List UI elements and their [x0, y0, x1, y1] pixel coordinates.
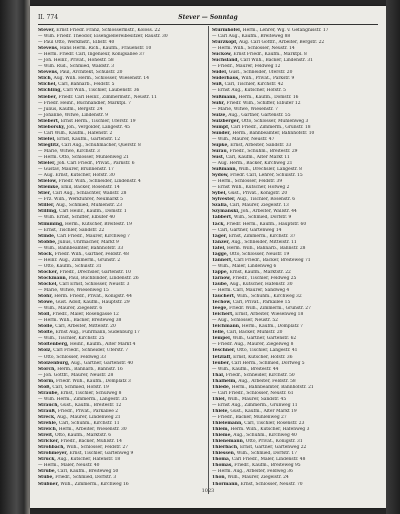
entry-name: Tauchert,: [212, 294, 236, 300]
directory-entry: [212, 482, 378, 488]
entry-text: Ernst, Arbeiter, Wiesenweg 18: [235, 312, 304, 318]
entry-text: — Paul Otto, Werkmstr., Elbstr. 40: [38, 40, 115, 46]
entry-name: Surau,: [212, 148, 229, 154]
entry-name: Stielow,: [38, 179, 58, 185]
entry-text: Wilh., Schmied, Dorfstr. 9: [233, 215, 292, 221]
entry-text: — Otto, Kaufm., Schulstr. 31: [38, 263, 102, 269]
entry-text: Friedr. Carl, Lehrer, Schulstr. 15: [230, 173, 303, 179]
entry-name: Thielemann,: [212, 421, 243, 427]
entry-name: Thormann,: [212, 481, 240, 487]
entry-name: Telle,: [212, 330, 226, 336]
entry-text: Carl Friedr., Schneider, Uferstr. 7: [53, 348, 129, 354]
entry-name: Stimming,: [38, 221, 64, 227]
entry-text: Friedr. Herm., Kaufm., Hauptstr. 60: [226, 221, 307, 227]
entry-text: — Johanne, Witwe, Lindenstr. 9: [38, 112, 109, 118]
entry-name: Teichert,: [212, 312, 234, 318]
entry-name: Stock,: [38, 251, 54, 257]
entry-name: Thiessen,: [212, 451, 236, 457]
entry-text: Ernst, Zimmerm., Kirchstr. 37: [228, 233, 296, 239]
entry-name: Sumpf,: [212, 124, 230, 130]
entry-text: Aug., Schmied, Mühlenstr. 23: [55, 203, 122, 209]
entry-text: — Herm. Wilh., Schlosser, Neustr. 14: [212, 46, 295, 52]
entry-text: — Friedr., Maurer, Feldweg 12: [212, 64, 281, 70]
entry-text: Herm., Arbeiter, Wiesenstr. 30: [58, 427, 127, 433]
entry-text: Herm., Bahnarb., Bahnstr. 16: [57, 366, 123, 372]
directory-entry: [38, 482, 204, 488]
entry-text: Carl Herm., Schmied, Dorfweg 5: [231, 360, 305, 366]
entry-text: Herm., Kaufm., Domplatz 7: [241, 324, 303, 330]
entry-name: Thoma,: [212, 457, 231, 463]
entry-text: Herm. Wilh., Bahnarb., Bahnstr. 28: [226, 245, 306, 251]
entry-name: Strohmeyer,: [38, 451, 68, 457]
entry-text: Gust., Privat., Königstr. 20: [228, 191, 288, 197]
entry-text: — Wilh., Maurer, Ziegelstr. 6: [38, 306, 103, 312]
entry-text: Friedr., Schmied, Dorfstr. 3: [55, 475, 117, 481]
entry-text: — Heinr. Aug., Zimmerm., Grünstr. 2: [38, 257, 121, 263]
entry-name: Thiem,: [212, 427, 230, 433]
entry-name: Sturzkopf,: [212, 40, 238, 46]
entry-name: Stoltenberg,: [38, 342, 69, 348]
entry-text: Ernst, Tischler, Gartenweg 9: [69, 451, 134, 457]
entry-text: Friedr., Drechsler, Gartenstr. 10: [59, 269, 131, 275]
entry-name: Stobbe,: [38, 239, 57, 245]
entry-text: — Wilh., Kaufm., Breitestr. 44: [212, 366, 279, 372]
entry-text: Otto, Tischler, Langestr. 41: [236, 348, 298, 354]
entry-text: — Friedr. Aug., Maurer, Ziegelweg 8: [212, 342, 294, 348]
running-head: Stever — Sonntag: [178, 14, 238, 21]
entry-name: Tagge,: [212, 251, 229, 257]
entry-text: — Gustav, Maurer, Brunnenstr. 17: [38, 167, 114, 173]
entry-text: Carl, Kaufm., Alter Markt 11: [225, 154, 290, 160]
entry-name: Thomas,: [212, 463, 233, 469]
entry-text: Aug., Schneider, Mittelstr. 11: [231, 239, 297, 245]
footer-page-number: 1023: [201, 488, 215, 494]
entry-name: Stöhr,: [38, 294, 53, 300]
entry-name: Sylvester,: [212, 197, 236, 203]
entry-name: Streich,: [38, 427, 58, 433]
entry-text: — Herm., Schlosser, Feldstr. 39: [212, 179, 283, 185]
entry-text: — Herm. Friedr. Carl, Ingenieur, Königsallee 37: [38, 52, 145, 58]
entry-text: Carl, Bahnarb., Feldstr. 5: [58, 82, 115, 88]
entry-text: Friedr., Tischler, Feldweg 25: [232, 275, 297, 281]
header-page-number: II. 774: [38, 14, 59, 21]
entry-text: — Herm., Maler, Neustr. 40: [38, 463, 100, 469]
entry-text: Carl, Schuhm., Kirchstr. 11: [58, 421, 120, 427]
entry-text: — Joh. Gottfr., Maurer, Neustr. 28: [38, 372, 114, 378]
entry-text: — Ernst Wilh., Kutscher, Hofweg 2: [212, 185, 290, 191]
entry-name: Stoß,: [38, 384, 51, 390]
entry-text: Friedr., Schneider, Kirchstr. 50: [225, 372, 295, 378]
entry-name: Stiller,: [38, 203, 55, 209]
entry-name: Stevens,: [38, 46, 59, 52]
entry-name: Sunder,: [212, 130, 231, 136]
entry-text: Ernst, Schlosser, Neustr. 70: [240, 481, 303, 487]
entry-text: Ernst, Kaufm., Gartenstr. 12: [56, 136, 121, 142]
entry-text: Carl, Schmied, Hofstr. 19: [52, 384, 109, 390]
entry-text: Friedr. Carl Heinr., Zimmermstr., Neustr. 11: [58, 94, 157, 100]
entry-text: Carl Wilh., Bäcker, Lindenstr. 31: [240, 58, 313, 64]
entry-text: Friedr. Wilh., Schiffer, Elbufer 12: [226, 100, 301, 106]
entry-text: Herm., Bahnbeamter, Bahnhofstr. 21: [231, 384, 314, 390]
entry-name: Sußmann,: [212, 167, 238, 173]
entry-name: Sust,: [212, 154, 225, 160]
entry-text: Friedr., Maler, Rosengasse 12: [52, 312, 119, 318]
entry-text: Paul, Architekt, Schulstr. 20: [59, 70, 123, 76]
entry-text: — Wilh., Maurer, Neustr. 47: [212, 136, 275, 142]
entry-name: Streit,: [38, 433, 54, 439]
entry-text: Otto, Schlosser, Mühlenweg 3: [241, 118, 309, 124]
entry-text: Ernst Herm., Tischler, Uferstr. 19: [60, 118, 136, 124]
entry-name: Supke,: [212, 142, 229, 148]
entry-name: Süßmann,: [212, 94, 238, 100]
entry-name: Tänzer,: [212, 239, 230, 245]
header-rule: [38, 24, 378, 25]
entry-text: — Herm. Otto, Schlosser, Mühlenweg 21: [38, 154, 129, 160]
entry-text: Ernst, Gärtner, Gartenweg 22: [239, 445, 307, 451]
entry-text: Carl Aug., Schlachter, Wallstr. 28: [52, 191, 127, 197]
entry-text: Ernst Friedr. Franz, Schlossermstr., Koloss. 22: [56, 28, 161, 33]
entry-text: Paul, Buchbinder, Lindenstr. 26: [68, 275, 139, 281]
entry-name: Stichel,: [38, 82, 57, 88]
entry-text: Heinr., Kaufm., Alter Markt 4: [70, 342, 136, 348]
entry-text: Wilh., Privat., Parkstr. 9: [241, 76, 295, 82]
entry-name: Stockmann,: [38, 275, 68, 281]
entry-text: Wilh., Schuhm., Kirchweg 32: [236, 294, 302, 300]
entry-text: Friedr. Wilh., Zimmerm., Grünstr. 27: [229, 306, 311, 312]
entry-name: Stilling,: [38, 209, 58, 215]
entry-name: Thiede,: [212, 384, 231, 390]
book-gutter: [0, 0, 30, 514]
entry-text: — Wilh., Bahnbeamter, Bahnhofstr. 33: [38, 245, 124, 251]
entry-text: Friedr., Bäcker, Mühlstr. 14: [60, 439, 122, 445]
entry-text: Carl, Tischler, Rosenstr. 23: [244, 421, 305, 427]
entry-name: Stiebert,: [38, 118, 60, 124]
entry-text: Gust. Adolf, Kaufm., Hauptstr. 29: [55, 300, 130, 306]
entry-name: Stricker,: [38, 439, 60, 445]
entry-text: Carl Friedr., Bäcker, Breiteweg 71: [234, 257, 311, 263]
entry-name: Süß,: [212, 82, 224, 88]
page-edge: [386, 0, 400, 514]
entry-text: Herm., Bahnbeamter, Bahnhofstr. 10: [232, 130, 315, 136]
entry-name: Straube,: [38, 390, 59, 396]
entry-text: Otto, Privat., Königstr. 31: [245, 439, 303, 445]
entry-text: — Marie, Witwe, Wiesenweg 15: [38, 288, 109, 294]
entry-name: Thal,: [212, 372, 225, 378]
entry-name: Suhr,: [212, 100, 226, 106]
entry-text: — Wilh. Ernst, Schiffer, Elbufer 40: [38, 215, 115, 221]
entry-text: — Herm. Aug., Arbeiter, Feldweg 36: [212, 469, 293, 475]
entry-text: — Julius, Kaufm., Bergstr. 24: [38, 106, 103, 112]
entry-name: Stolzenburg,: [38, 360, 70, 366]
entry-text: Joh., Arbeiter, Wallstr. 44: [241, 209, 297, 215]
entry-text: — Marie, Witwe, Wiesenstr. 7: [212, 106, 278, 112]
entry-text: Carl Friedr., Maurer, Kirchweg 7: [56, 233, 130, 239]
entry-text: — Ernst Aug., Zimmerm., Grünweg 11: [212, 402, 298, 408]
entry-name: Streck,: [38, 415, 56, 420]
entry-name: Tabbert,: [212, 215, 233, 221]
entry-text: Gust., Schneider, Uferstr. 20: [228, 70, 293, 76]
entry-text: Aug., Tischler, Rosenstr. 6: [236, 197, 296, 203]
entry-text: Joh., Vergolder, Langestr. 45: [66, 124, 130, 130]
entry-name: Stolte,: [38, 330, 55, 336]
entry-name: Suckow,: [212, 52, 232, 58]
entry-name: Stiemke,: [38, 185, 60, 191]
entry-text: Gust., Kaufm., Alter Markt 19: [230, 408, 297, 414]
entry-name: Stieber,: [38, 94, 58, 100]
entry-text: Hans Herm. Rich., Kaufm., Frauenstr. 10: [59, 46, 152, 52]
entry-name: Teichmann,: [212, 324, 241, 330]
entry-text: Ernst, Kutscher, Hofstr. 36: [233, 354, 293, 360]
entry-name: Tack,: [212, 221, 225, 227]
entry-name: Strohbach,: [38, 445, 65, 451]
entry-name: Tafel,: [212, 245, 226, 251]
entry-text: — Aug. Ernst, Kutscher, Hofstr. 30: [38, 173, 115, 179]
entry-name: Storm,: [38, 378, 55, 384]
entry-name: Tempel,: [212, 336, 232, 342]
entry-name: Stübner,: [38, 481, 59, 487]
entry-text: — Carl Friedr., Schlosser, Neustr. 61: [212, 390, 294, 396]
entry-name: Strehle,: [38, 421, 58, 427]
entry-name: Stieborsky,: [38, 124, 66, 130]
entry-name: Sulze,: [212, 112, 227, 118]
entry-text: Carl, Kaufm., Breiteweg 50: [57, 469, 119, 475]
entry-name: Thiele,: [212, 408, 229, 414]
entry-name: Szymanski,: [212, 209, 240, 215]
entry-text: Herm., Lehrer, Wg. v. Gefängnisstr. 17: [242, 28, 329, 33]
entry-name: Stöwe,: [38, 300, 55, 306]
entry-name: Suchsland,: [212, 58, 240, 64]
entry-text: — Herm. Carl, Maurer, Sandweg 4: [212, 288, 290, 294]
entry-text: Julius, Uhrmacher, Markt 9: [58, 239, 119, 245]
entry-text: — Marie, Witwe, Kirchstr. 3: [38, 148, 100, 154]
entry-text: Friedr. Wilh., Kaufm., Domplatz 3: [56, 378, 131, 384]
entry-text: Herm., Kaufm., Domstr. 16: [238, 94, 299, 100]
entry-text: Aug. Carl Gottfr., Arbeiter, Bergstr. 22: [238, 40, 325, 46]
entry-text: Herm., Kutscher, Breitestr. 19: [65, 221, 132, 227]
entry-name: Stevens,: [38, 70, 59, 76]
right-column: [212, 28, 378, 494]
entry-text: Ernst, Kaufm., Marktstr. 22: [229, 269, 291, 275]
entry-name: Tarnow,: [212, 275, 232, 281]
entry-text: Carl, Maurer, Ziegelstr. 13: [229, 203, 289, 209]
entry-name: Stübe,: [38, 475, 54, 481]
entry-name: Stolle,: [38, 324, 54, 330]
entry-name: Teschner,: [212, 348, 236, 354]
entry-text: Carl Ernst, Schlosser, Neustr. 3: [59, 281, 130, 287]
entry-text: Friedr. Wilh., Gärtner, Feldstr. 48: [54, 251, 129, 257]
entry-text: Wilh., Schlosser, Feldstr. 27: [66, 445, 129, 451]
entry-name: Sydow,: [212, 173, 229, 179]
entry-text: — Wilh. Friedr. Theodor, Eisengießereibesitzer, Raustr. 30: [38, 34, 168, 40]
entry-name: Stichling,: [38, 88, 62, 94]
entry-name: Stiefel,: [38, 136, 56, 142]
entry-text: Joh. Carl Friedr., Privat., Parkstr. 6: [57, 161, 135, 167]
entry-text: — Aug., Schlosser, Neustr. 52: [212, 318, 278, 324]
entry-text: Aug., Schuhm., Kirchweg 40: [233, 433, 297, 439]
entry-text: Friedr., Schuhm., Breitestr. 29: [229, 148, 298, 154]
entry-text: — Frz. Wilh., Werkführer, Neumarkt 5: [38, 197, 123, 203]
entry-text: Carl Wilh., Tischler, Laubenstr. 36: [63, 88, 140, 94]
left-column: [38, 28, 204, 494]
entry-text: Emil, Bäcker, Rosenstr. 14: [61, 185, 120, 191]
entry-text: — Herm. Wilh., Bäcker, Breiteweg 38: [38, 318, 122, 324]
entry-name: Tannert,: [212, 257, 233, 263]
entry-text: Herm. Wilh., Kutscher, Hafenweg 3: [230, 427, 310, 433]
page-header: [38, 14, 378, 24]
entry-text: Wilh., Zimmerm., Kirchweg 16: [60, 481, 129, 487]
entry-text: — Friedr., Bäcker, Mühlenweg 27: [212, 415, 287, 420]
entry-name: Stever,: [38, 28, 55, 33]
entry-text: Carl Friedr., Maler, Lindenstr. 48: [231, 457, 306, 463]
entry-text: Wilh., Maurer, Sandstr. 45: [227, 396, 287, 402]
entry-text: — Carl Aug., Kaufm., Breiteweg 88: [212, 34, 291, 40]
entry-text: — Otto, Schlosser, Feldweg 33: [38, 354, 106, 360]
entry-text: — Joh. Heinr., Privat., Hohestr. 58: [38, 58, 114, 64]
entry-text: Carl, Tischler, Kirchstr. 42: [224, 82, 284, 88]
entry-name: Stolz,: [38, 348, 52, 354]
entry-name: Stich,: [38, 76, 53, 82]
entry-text: Friedr., Privat., Parkallee 2: [57, 408, 119, 414]
entry-text: Aug., Kutscher, Hafenstr. 30: [229, 281, 293, 287]
entry-name: Szalla,: [212, 203, 229, 209]
entry-text: Carl, Privat., Parkallee 15: [232, 300, 291, 306]
directory-sheet: [30, 6, 386, 508]
entry-name: Thiel,: [212, 396, 227, 402]
entry-text: Wilh., Maurer, Ziegelstr. 24: [227, 475, 289, 481]
entry-text: Aug., Kutscher, Hafenstr. 18: [57, 457, 121, 463]
entry-name: Sybel,: [212, 191, 227, 197]
entry-text: Gust., Kaufm., Breitestr. 12: [60, 402, 122, 408]
entry-text: Ernst Aug., Fuhrmann, Sudenburg 17: [55, 330, 140, 336]
entry-name: Stieler,: [38, 161, 56, 167]
entry-text: — Carl, Gärtner, Gartenweg 14: [212, 227, 282, 233]
entry-text: Ernst, Arbeiter, Sandstr. 33: [230, 142, 292, 148]
entry-name: Sturmhöfel,: [212, 28, 242, 33]
entry-name: Thierbach,: [212, 445, 239, 451]
entry-name: Struck,: [38, 457, 56, 463]
entry-text: Wilh., Drechsler, Langestr. 8: [238, 167, 302, 173]
entry-text: — Wilh. Rud., Schmied, Waldstr. 3: [38, 64, 115, 70]
entry-name: Strube,: [38, 469, 57, 475]
entry-name: Täger,: [212, 233, 228, 239]
entry-name: Tappe,: [212, 269, 229, 275]
entry-name: Stocker,: [38, 269, 59, 275]
entry-name: Teuber,: [212, 360, 231, 366]
entry-name: Strauch,: [38, 402, 59, 408]
entry-name: Thalheim,: [212, 378, 237, 384]
entry-text: Aug. Wilh. Herm., Schlosser, Wiesenstr. 14: [53, 76, 149, 82]
entry-name: Stieglitz,: [38, 142, 61, 148]
entry-name: Techow,: [212, 300, 232, 306]
entry-text: — Friedr. Heinr., Buchhändler, Marktpl. 7: [38, 100, 131, 106]
entry-text: Ernst Friedr., Kaufm., Marktpl. 8: [233, 52, 307, 58]
entry-text: — Carl Wilh., Kaufm., Hafenstr. 2: [38, 130, 113, 136]
entry-text: Aug., Maurer, Lindenweg 21: [56, 415, 121, 420]
entry-name: Stinde,: [38, 233, 56, 239]
entry-text: — Aug. Herm., Bäcker, Kirchweg 21: [212, 161, 293, 167]
entry-name: Teege,: [212, 306, 228, 312]
entry-text: Carl, Bäcker, Mühlstr. 20: [226, 330, 283, 336]
entry-text: — Wilh. Herm., Zimmerm., Langestr. 35: [38, 396, 128, 402]
entry-name: Thienemann,: [212, 439, 245, 445]
entry-text: Carl Aug., Schuhmacher, Querstr. 8: [61, 142, 141, 148]
entry-text: Wilh., Gärtner, Gartenstr. 62: [232, 336, 297, 342]
entry-text: Carl, Arbeiter, Mittelstr. 20: [55, 324, 116, 330]
entry-text: — Wilh., Maler, Lindenweg 6: [212, 263, 277, 269]
entry-name: Südel,: [212, 70, 228, 76]
entry-name: Taube,: [212, 281, 229, 287]
entry-name: Thon,: [212, 475, 227, 481]
entry-text: — Ernst Aug., Kutscher, Hofstr. 5: [212, 88, 286, 94]
entry-text: — Wilh., Tischler, Kirchstr. 25: [38, 336, 105, 342]
entry-text: Otto, Kaufm., Marktstr. 6: [54, 433, 112, 439]
entry-text: Carl Heinr., Kaufm., Domstr. 1: [59, 209, 127, 215]
entry-text: Aug., Arbeiter, Feldstr. 58: [238, 378, 296, 384]
entry-text: Carl Friedr., Zimmerm., Grünstr. 18: [230, 124, 311, 130]
entry-text: Friedr., Kaufm., Breiteweg 95: [234, 463, 301, 469]
entry-text: Aug., Gärtner, Gartenstr. 40: [70, 360, 134, 366]
entry-text: — Ernst, Tischler, Sandstr. 22: [38, 227, 105, 233]
column-divider: [208, 26, 209, 494]
entry-text: Otto, Schlosser, Neustr. 19: [229, 251, 290, 257]
entry-text: Aug., Gärtner, Gartenstr. 55: [228, 112, 291, 118]
entry-name: Storch,: [38, 366, 56, 372]
entry-text: Herm. Friedr., Privat., Königstr. 44: [54, 294, 132, 300]
entry-text: Friedr. Wilh., Schneider, Lindenstr. 4: [58, 179, 141, 185]
entry-name: Stöckel,: [38, 281, 58, 287]
entry-name: Stier,: [38, 191, 52, 197]
entry-name: Strauß,: [38, 408, 57, 414]
entry-name: Sulzberger,: [212, 118, 241, 124]
entry-name: Thieme,: [212, 433, 232, 439]
entry-text: Wilh., Schmied, Dorfstr. 17: [236, 451, 298, 457]
entry-name: Süderhaus,: [212, 76, 240, 82]
entry-name: Stoll,: [38, 312, 51, 318]
entry-text: Ernst, Tischler, Schulweg 8: [60, 390, 122, 396]
entry-name: Tetzlaff,: [212, 354, 232, 360]
